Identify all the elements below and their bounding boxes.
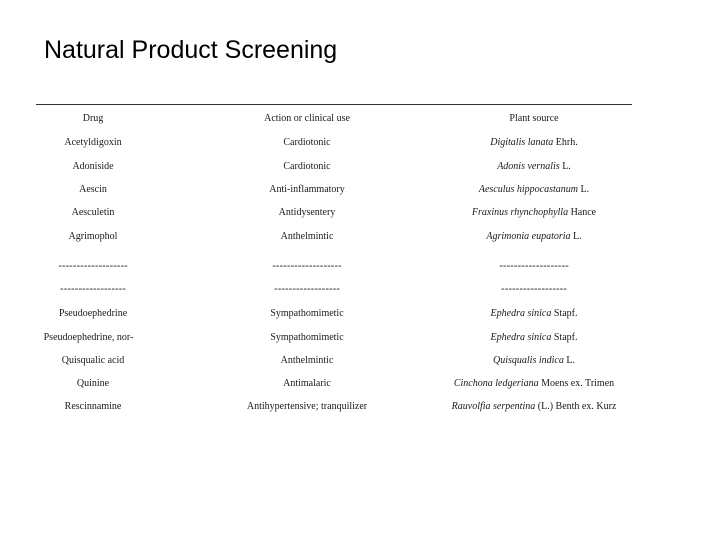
action-cell: Sympathomimetic xyxy=(270,332,344,343)
action-cell: Antidysentery xyxy=(278,207,336,218)
plant-author: Stapf. xyxy=(551,332,578,343)
plant-species: Digitalis lanata xyxy=(490,137,554,148)
drug-cell: Adoniside xyxy=(72,161,114,172)
plant-species: Ephedra sinica xyxy=(490,332,552,343)
action-cell: Cardiotonic xyxy=(283,137,331,148)
plant-species: Agrimonia eupatoria xyxy=(486,231,571,242)
ellipsis-line: ------------------ xyxy=(501,283,567,295)
ellipsis-line: ------------------- xyxy=(272,260,342,272)
plant-author: L. xyxy=(570,231,582,242)
drug-cell: Quisqualic acid xyxy=(61,355,125,366)
plant-cell xyxy=(434,308,634,320)
plant-cell xyxy=(434,207,634,219)
plant-cell xyxy=(434,355,634,367)
drug-cell: Pseudoephedrine xyxy=(58,308,128,319)
drug-cell: Agrimophol xyxy=(68,231,118,242)
plant-author: Ehrh. xyxy=(553,137,578,148)
ellipsis-line: ------------------- xyxy=(499,260,569,272)
ellipsis-line: ------------------- xyxy=(58,260,128,272)
plant-author: L. xyxy=(563,355,575,366)
drug-cell: Quinine xyxy=(76,378,110,389)
drug-table xyxy=(28,100,636,415)
plant-species: Cinchona ledgeriana xyxy=(453,378,539,389)
plant-author: Hance xyxy=(568,207,597,218)
plant-cell xyxy=(434,184,634,196)
plant-species: Fraxinus rhynchophylla xyxy=(471,207,569,218)
plant-author: Stapf. xyxy=(551,308,578,319)
plant-cell xyxy=(434,161,634,173)
plant-author: L. xyxy=(559,161,571,172)
plant-species: Quisqualis indica xyxy=(493,355,564,366)
drug-cell: Pseudoephedrine, nor- xyxy=(43,332,134,343)
plant-species: Adonis vernalis xyxy=(497,161,560,172)
plant-cell xyxy=(434,332,634,344)
action-cell: Sympathomimetic xyxy=(270,308,344,319)
plant-species: Aesculus hippocastanum xyxy=(478,184,579,195)
plant-species: Rauvolfia serpentina xyxy=(451,401,536,412)
header-plant: Plant source xyxy=(509,113,559,124)
table-top-rule xyxy=(36,104,632,105)
plant-species: Ephedra sinica xyxy=(490,308,552,319)
header-drug: Drug xyxy=(82,113,104,124)
ellipsis-line: ------------------ xyxy=(60,283,126,295)
action-cell: Anthelmintic xyxy=(280,355,334,366)
drug-cell: Aesculetin xyxy=(71,207,115,218)
slide-title: Natural Product Screening xyxy=(44,36,338,64)
plant-cell xyxy=(434,137,634,149)
action-cell: Cardiotonic xyxy=(283,161,331,172)
plant-cell xyxy=(434,378,634,390)
action-cell: Antimalaric xyxy=(283,378,331,389)
drug-cell: Aescin xyxy=(79,184,107,195)
plant-author: L. xyxy=(578,184,590,195)
drug-cell: Rescinnamine xyxy=(64,401,122,412)
action-cell: Anthelmintic xyxy=(280,231,334,242)
action-cell: Antihypertensive; tranquilizer xyxy=(246,401,368,412)
plant-author: Moens ex. Trimen xyxy=(538,378,615,389)
plant-author: (L.) Benth ex. Kurz xyxy=(535,401,617,412)
action-cell: Anti-inflammatory xyxy=(269,184,345,195)
header-action: Action or clinical use xyxy=(264,113,350,124)
plant-cell xyxy=(434,401,634,413)
drug-cell: Acetyldigoxin xyxy=(64,137,122,148)
ellipsis-line: ------------------ xyxy=(274,283,340,295)
plant-cell xyxy=(434,231,634,243)
